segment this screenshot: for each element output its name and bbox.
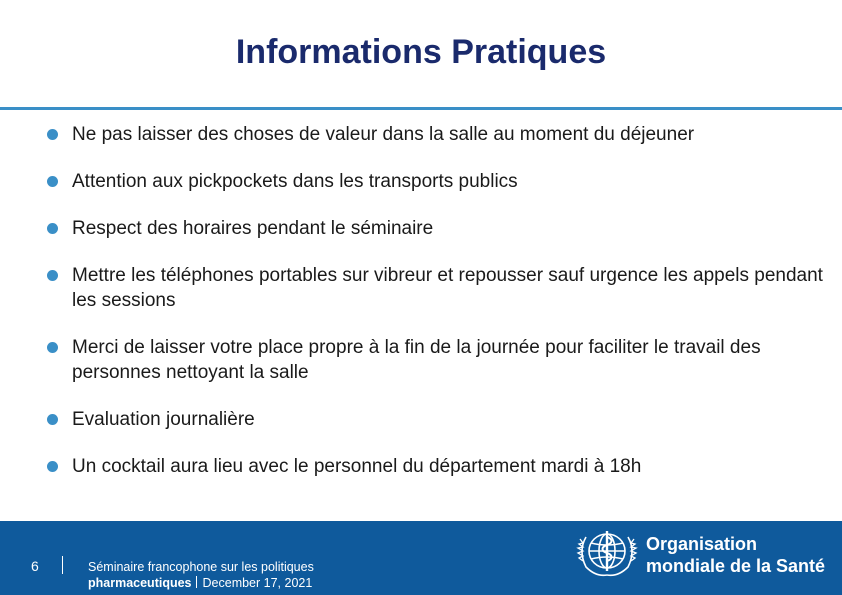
footer-caption [88,559,314,591]
bullet-dot-icon [47,461,58,472]
bullet-text: Un cocktail aura lieu avec le personnel du département mardi à 18h [72,456,642,477]
bullet-dot-icon [47,223,58,234]
who-wordmark-line2: mondiale de la Santé [646,556,826,576]
who-wordmark-line1: Organisation [646,534,758,554]
bullet-item [47,263,827,313]
who-emblem-icon [574,527,640,579]
title-divider [0,107,842,110]
footer-caption-bold: pharmaceutiques [88,576,192,590]
bullet-item [47,122,827,147]
bullet-text: Attention aux pickpockets dans les transports publics [72,171,518,192]
page-number: 6 [31,558,39,574]
bullet-item [47,216,827,241]
page-number-divider [62,556,63,574]
bullet-text: Ne pas laisser des choses de valeur dans la salle au moment du déjeuner [72,124,695,145]
bullet-dot-icon [47,270,58,281]
bullet-dot-icon [47,176,58,187]
bullet-list [47,122,827,479]
footer-caption-divider [196,576,197,588]
bullet-dot-icon [47,414,58,425]
bullet-dot-icon [47,342,58,353]
bullet-item [47,407,827,432]
footer-date: December 17, 2021 [202,576,313,590]
bullet-text: Merci de laisser votre place propre à la fin de la journée pour faciliter le travail des personnes nettoyant la salle [72,337,761,383]
bullet-text: Respect des horaires pendant le séminaire [72,218,434,239]
bullet-item [47,169,827,194]
bullet-item [47,454,827,479]
bullet-item [47,335,827,385]
bullet-dot-icon [47,129,58,140]
who-wordmark [646,533,825,577]
bullet-text: Mettre les téléphones portables sur vibreur et repousser sauf urgence les appels pendant les sessions [72,265,823,311]
footer-caption-line1: Séminaire francophone sur les politiques [88,560,314,574]
bullet-text: Evaluation journalière [72,409,255,430]
slide-title: Informations Pratiques [235,33,607,71]
